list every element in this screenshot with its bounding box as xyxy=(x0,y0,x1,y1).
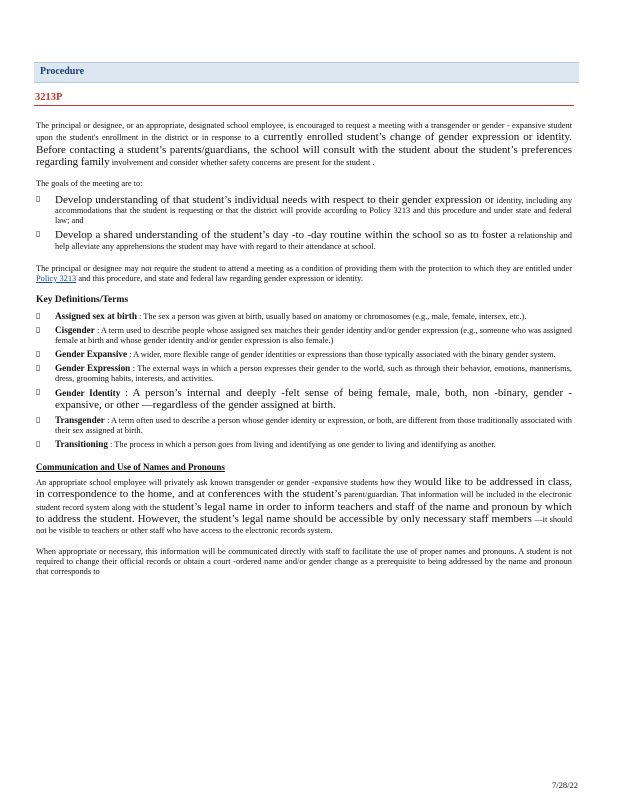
bullet-icon: ▯ xyxy=(36,438,41,448)
intro-text-a: The principal or designee, or an appropriate, designated school employee, is encouraged to request a meeting with a transgender or gender - expansive student upon the student's enrollment in the district or in response to xyxy=(36,121,572,142)
communication-heading: Communication and Use of Names and Pronouns xyxy=(36,461,225,472)
definition-item: ▯ Assigned sex at birth : The sex a person was given at birth, usually based on anatomy or chromosomes (e.g., male, female, intersex, etc.). xyxy=(36,310,527,321)
definitions-heading: Key Definitions/Terms xyxy=(36,293,129,305)
intro-paragraph xyxy=(36,121,572,169)
section-header-band xyxy=(34,62,579,83)
policy-link[interactable]: Policy 3213 xyxy=(36,273,77,283)
section-title: Procedure xyxy=(40,66,85,77)
definition-item: ▯ Cisgender : A term used to describe people whose assigned sex matches their gender identity and/or gender expression (e.g., someone who was assigned female at birth and whose gender identity and/or gender expression is also female.) xyxy=(36,324,572,345)
definition-item: ▯ Gender Expression : The external ways in which a person expresses their gender to the world, such as through their behavior, emotions, mannerisms, dress, grooming habits, interests, and activities. xyxy=(36,362,573,383)
document-body xyxy=(36,121,572,577)
definition-item: ▯ Transgender : A term often used to describe a person whose gender identity or expression, or both, are different from those traditionally associated with their sex assigned at birth. xyxy=(36,414,572,435)
procedure-code: 3213P xyxy=(35,92,63,103)
bullet-icon: ▯ xyxy=(36,414,41,424)
bullet-icon: ▯ xyxy=(36,386,41,396)
bullet-icon: ▯ xyxy=(36,310,41,320)
divider xyxy=(34,105,574,106)
bullet-icon: ▯ xyxy=(36,362,41,372)
intro-text-b: a currently enrolled student’s change of gender expression or identity. Before contacting a student’s parents/guardians, the school will consult with the student about the student’s preferences regarding family xyxy=(36,131,573,168)
bullet-icon: ▯ xyxy=(36,229,41,238)
list-item: ▯ Develop a shared understanding of the student’s day -to -day routine within the school so as to foster a relationship and help alleviate any apprehensions the student may have with regard to their attendance at school. xyxy=(36,229,572,251)
goals-list xyxy=(36,194,572,252)
goals-lead: The goals of the meeting are to: xyxy=(36,178,143,188)
bullet-icon: ▯ xyxy=(36,348,41,358)
footer-date: 7/28/22 xyxy=(552,780,578,790)
definitions-list xyxy=(36,311,572,450)
communication-paragraph-2: When appropriate or necessary, this information will be communicated directly with staff to facilitate the use of proper names and pronouns. A student is not required to change their official records or obtain a court -ordered name and/or gender change as a prerequisite to being addressed by the name and pronoun that corresponds to xyxy=(36,546,572,576)
obligation-paragraph: The principal or designee may not require the student to attend a meeting as a condition of providing them with the protection to which they are entitled under Policy 3213 and this procedure, and state and federal law regarding gender expression or identity. xyxy=(36,263,572,283)
intro-text-c: involvement and consider whether safety concerns are present for the student . xyxy=(111,158,375,167)
list-item: ▯ Develop understanding of that student’s individual needs with respect to their gender expression or identity, including any accommodations that the student is requesting or that the district will provide according to Policy 3213 and this procedure and under state and federal law; and xyxy=(36,193,573,225)
definition-item: ▯ Gender Expansive : A wider, more flexible range of gender identities or expressions than those typically associated with the binary gender system. xyxy=(36,348,556,359)
communication-paragraph: An appropriate school employee will privately ask known transgender or gender -expansive students how they would like to be addressed in class, in correspondence to the home, and at conferences with the student’s parent/guardian. That information will be included in the electronic student record system along with the student’s legal name in order to inform teachers and staff of the name and pronoun by which to address the student. However, the student’s legal name should be accessible by only necessary staff members —it should not be visible to teachers or other staff who have access to the electronic records system. xyxy=(36,475,573,535)
definition-item: ▯ Gender Identity : A person’s internal and deeply -felt sense of being female, male, both, non -binary, gender -expansive, or other —regardless of the gender assigned at birth. xyxy=(36,386,573,411)
bullet-icon: ▯ xyxy=(36,324,41,334)
definition-item: ▯ Transitioning : The process in which a person goes from living and identifying as one gender to living and identifying as another. xyxy=(36,438,496,449)
bullet-icon: ▯ xyxy=(36,193,41,203)
